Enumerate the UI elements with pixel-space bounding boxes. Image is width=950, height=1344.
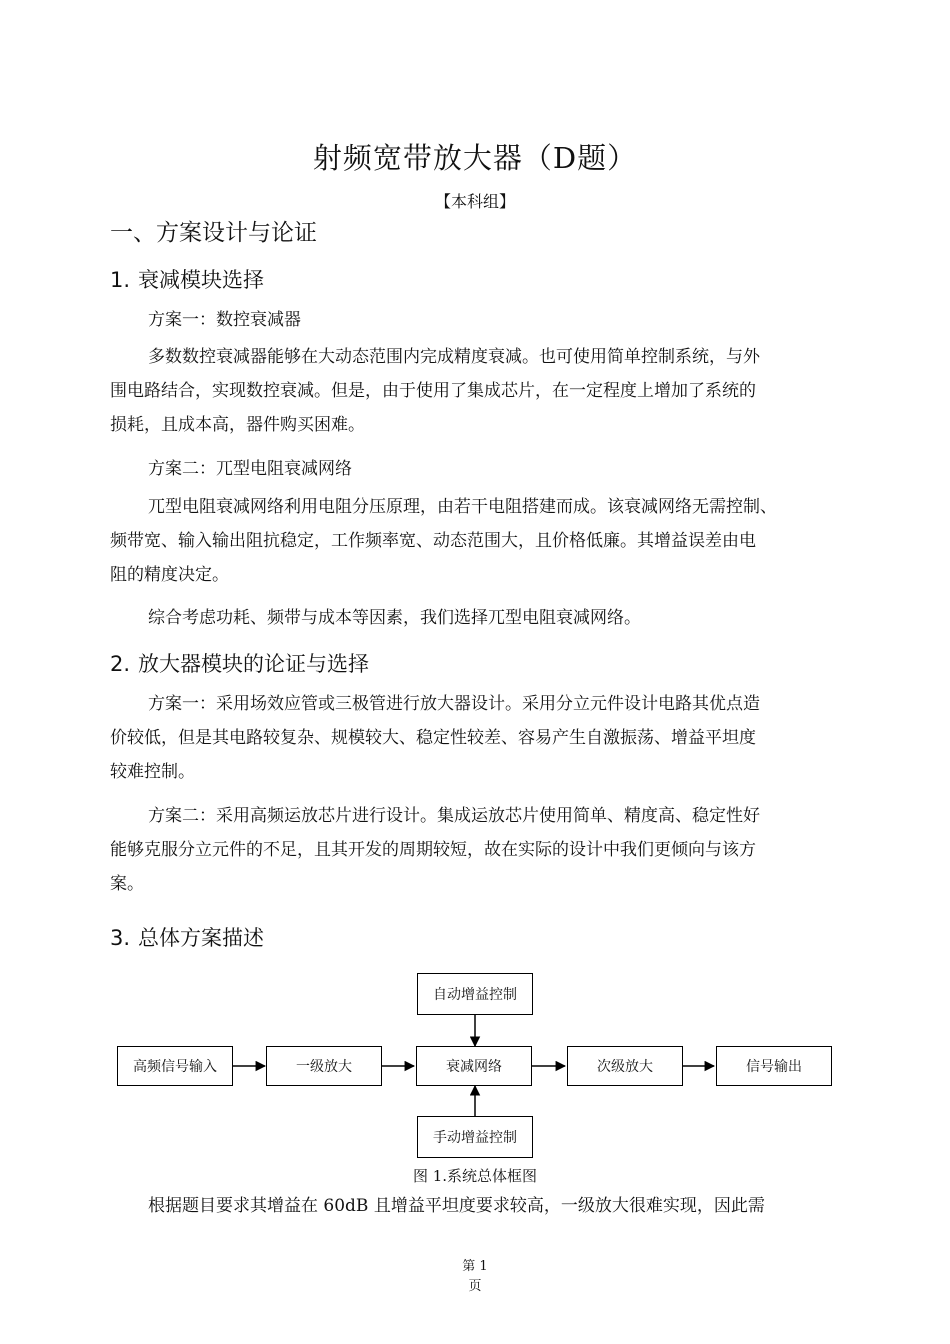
text-line: 价较低，但是其电路较复杂、规模较大、稳定性较差、容易产生自激振荡、增益平坦度 <box>110 728 756 748</box>
text-line: 根据题目要求其增益在 60dB 且增益平坦度要求较高，一级放大很难实现，因此需 <box>148 1196 765 1216</box>
block-manual-gain: 手动增益控制 <box>417 1116 533 1158</box>
page-number: 第 1 <box>462 1259 488 1274</box>
block-stage1: 一级放大 <box>266 1046 382 1086</box>
text-line: 方案一：采用场效应管或三极管进行放大器设计。采用分立元件设计电路其优点造 <box>148 694 760 714</box>
subsection-text: 总体方案描述 <box>138 926 265 950</box>
block-stage2: 次级放大 <box>567 1046 683 1086</box>
group-label: 【本科组】 <box>434 192 515 211</box>
text-line: 案。 <box>110 874 144 894</box>
text-line: 阻的精度决定。 <box>110 565 229 585</box>
subsection-number: 2. <box>110 652 131 676</box>
block-output: 信号输出 <box>716 1046 832 1086</box>
subsection-number: 1. <box>110 268 131 292</box>
text-line: 多数数控衰减器能够在大动态范围内完成精度衰减。也可使用简单控制系统，与外 <box>148 347 760 367</box>
text-line: 能够克服分立元件的不足，且其开发的周期较短，故在实际的设计中我们更倾向与该方 <box>110 840 756 860</box>
page-title: 射频宽带放大器（D题） <box>312 141 638 175</box>
block-attenuator: 衰减网络 <box>416 1046 532 1086</box>
page-number-suffix: 页 <box>468 1279 482 1294</box>
subsection-number: 3. <box>110 926 131 950</box>
text-line: 损耗，且成本高，器件购买困难。 <box>110 415 365 435</box>
text-line: 方案二：采用高频运放芯片进行设计。集成运放芯片使用简单、精度高、稳定性好 <box>148 806 760 826</box>
text-line: 较难控制。 <box>110 762 195 782</box>
block-input: 高频信号输入 <box>117 1046 233 1086</box>
figure-caption: 图 1.系统总体框图 <box>412 1167 538 1185</box>
block-agc: 自动增益控制 <box>417 973 533 1015</box>
section-heading-1: 一、方案设计与论证 <box>110 220 317 246</box>
text-line: 方案二：兀型电阻衰减网络 <box>148 459 352 479</box>
text-line: 频带宽、输入输出阻抗稳定，工作频率宽、动态范围大，且价格低廉。其增益误差由电 <box>110 531 756 551</box>
subsection-text: 放大器模块的论证与选择 <box>138 652 370 676</box>
subsection-text: 衰减模块选择 <box>138 268 265 292</box>
text-line: 综合考虑功耗、频带与成本等因素，我们选择兀型电阻衰减网络。 <box>148 608 641 628</box>
text-line: 兀型电阻衰减网络利用电阻分压原理，由若干电阻搭建而成。该衰减网络无需控制、 <box>148 497 777 517</box>
text-line: 方案一：数控衰减器 <box>148 310 301 330</box>
paragraph-last <box>110 1189 845 1223</box>
text-line: 围电路结合，实现数控衰减。但是，由于使用了集成芯片，在一定程度上增加了系统的 <box>110 381 756 401</box>
